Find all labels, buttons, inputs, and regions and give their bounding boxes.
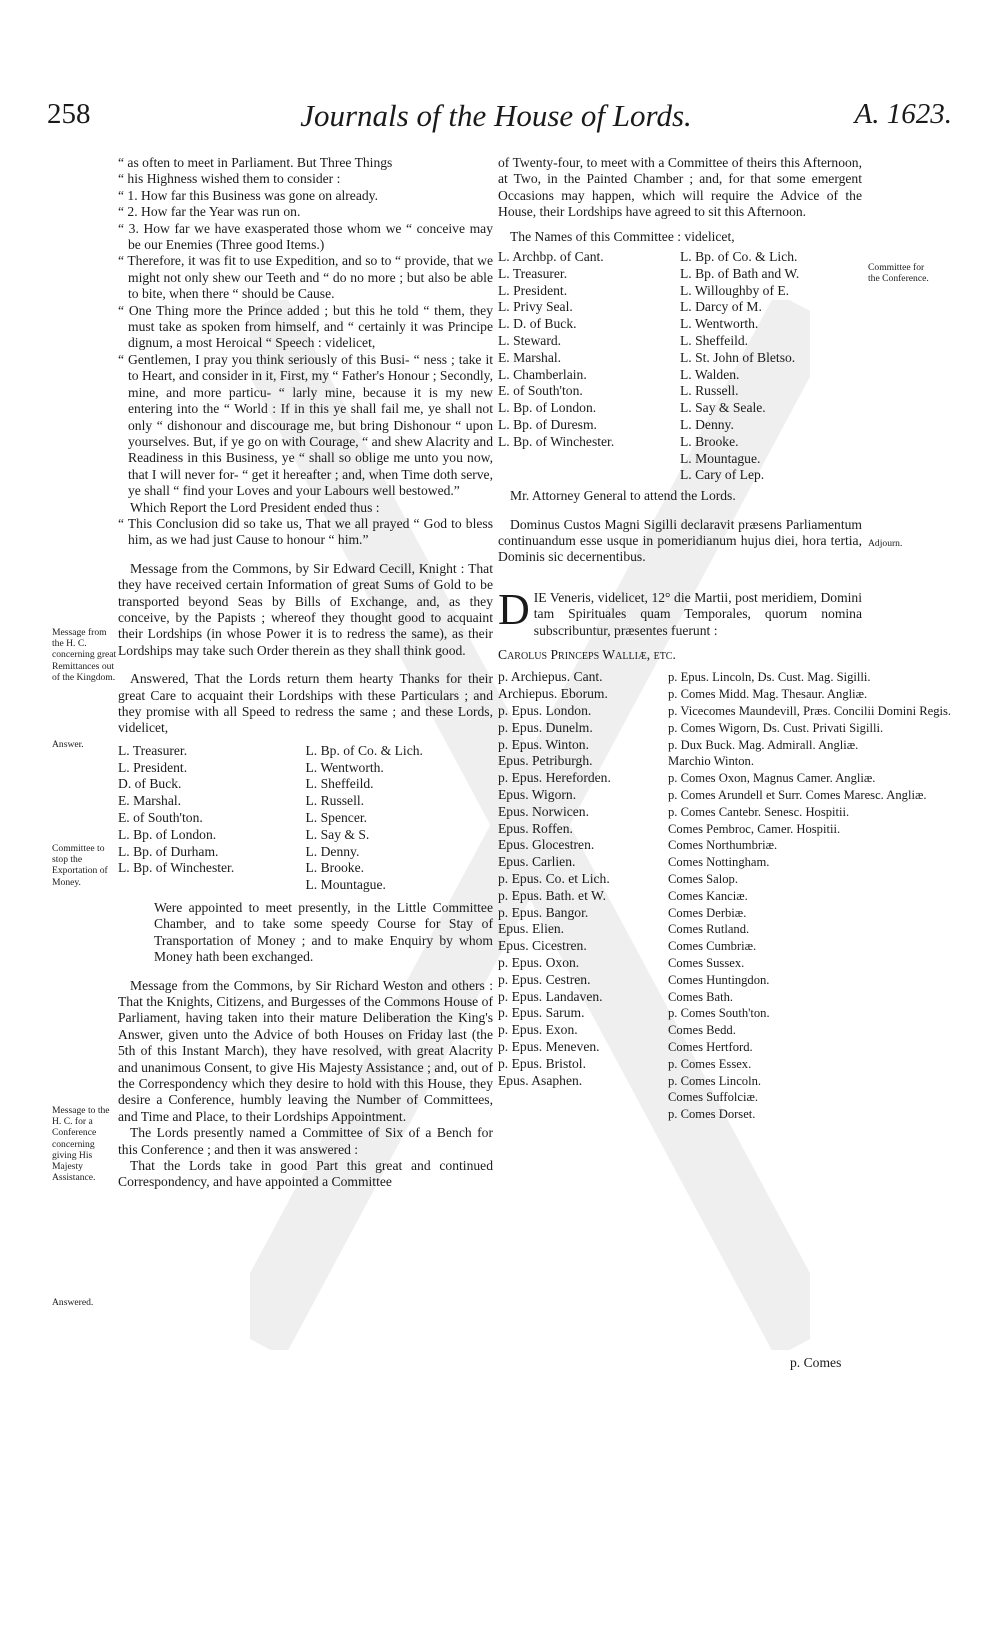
die-paragraph (498, 584, 862, 639)
committee-member: L. Sheffeild. (305, 776, 374, 792)
answered-paragraph-a: The Lords presently named a Committee of Six of a Bench for this Conference ; and then it was answered : (118, 1125, 493, 1157)
committee-member: L. Bp. of Duresm. (498, 417, 597, 432)
attendee: Comes Bath. (668, 989, 734, 1004)
attendee: Comes Huntingdon. (668, 972, 770, 987)
margin-note-adjourn: Adjourn. (868, 538, 903, 549)
attendee: p. Epus. Landaven. (498, 988, 603, 1004)
attendee: p. Epus. Winton. (498, 736, 589, 752)
quote-line: “ One Thing more the Prince added ; but this he told “ them, they must take as spoken from himself, and “ certainly it was Principe dignum, a most Heroical “ Speech : videlicet, (118, 302, 493, 351)
committee-member: L. Say & S. (305, 826, 370, 842)
committee-member: L. President. (498, 282, 568, 298)
committee-member: D. of Buck. (118, 776, 182, 792)
committee-member: L. Bp. of Durham. (118, 843, 219, 859)
attendee: p. Vicecomes Maundevill, Præs. Concilii Domini Regis. (668, 704, 952, 719)
attendee: Epus. Asaphen. (498, 1072, 583, 1088)
committee-member: L. Bp. of Co. & Lich. (680, 249, 798, 265)
message-commons-conference: Message from the Commons, by Sir Richard Weston and others : That the Knights, Citizens, and Burgesses of the Commons House of Parliament, having taken into their mature Deliberation the King's Answer, given unto the Advice of both Houses on Friday last (the 5th of this Instant March), they have resolved, with great Alacrity and unanimous Consent, to give His Majesty Assistance ; and, out of the Correspondency which they desire to hold with this House, they desire a Conference, humbly leaving the Number of Committees, and Time and Place, to their Lordships Appointment. (118, 977, 493, 1124)
committee-member: L. Wentworth. (305, 759, 384, 775)
attendee: p. Epus. Oxon. (498, 954, 580, 970)
die-text: IE Veneris, videlicet, 12° die Martii, post meridiem, Domini tam Spirituales quam Temporales, quorum nomina subscribuntur, præsentes fuerunt : (533, 589, 862, 638)
attendee: p. Comes Lincoln. (668, 1073, 762, 1088)
attendee: Comes Kanciæ. (668, 888, 748, 903)
attendee: p. Comes Oxon, Magnus Camer. Angliæ. (668, 771, 876, 786)
attendee: Epus. Carlien. (498, 854, 576, 870)
attendee: Epus. Roffen. (498, 820, 573, 836)
attendee: p. Comes Dorset. (668, 1107, 756, 1122)
committee-member: L. Treasurer. (118, 742, 188, 758)
attendee: Comes Salop. (668, 872, 738, 886)
committee-member: L. Wentworth. (680, 316, 759, 332)
page-number: 258 (47, 98, 91, 130)
catchword: p. Comes (790, 1355, 842, 1370)
committee-member: L. Cary of Lep. (680, 467, 765, 483)
attendee: p. Comes South'ton. (668, 1006, 770, 1021)
quote-line: “ This Conclusion did so take us, That we all prayed “ God to bless him, as we had just Cause to honour “ him.” (118, 515, 493, 548)
attendee: p. Epus. Hereforden. (498, 770, 611, 786)
attendee: p. Comes Arundell et Surr. Comes Maresc. Angliæ. (668, 788, 927, 803)
committee-money-list (118, 743, 493, 894)
attendee: p. Comes Wigorn, Ds. Cust. Privati Sigilli. (668, 720, 884, 735)
quote-line: “ Therefore, it was fit to use Expedition, and so to “ provide, that we might not only shew our Teeth and “ do no more ; but also be able to bite, when there “ should be Cause. (118, 253, 493, 302)
answer-paragraph: Answered, That the Lords return them hearty Thanks for their great Care to acquaint their Lordships with these Particulars ; and they promise with all Speed to redress the same ; and these Lords, videlicet, (118, 671, 493, 736)
margin-note-committee: Committee to stop the Exportation of Money. (52, 843, 108, 888)
attendee: p. Comes Midd. Mag. Thesaur. Angliæ. (668, 687, 868, 702)
attendee: p. Epus. Bath. et W. (498, 887, 606, 903)
attendee: Comes Rutland. (668, 922, 750, 937)
committee-member: L. D. of Buck. (498, 316, 577, 332)
committee-member: L. President. (118, 759, 188, 775)
committee-member: L. Sheffeild. (680, 333, 749, 349)
attendee: Marchio Winton. (668, 754, 755, 769)
attendee: Comes Northumbriæ. (668, 838, 778, 853)
message-commons-gold: Message from the Commons, by Sir Edward Cecill, Knight : That they have received certain Information of great Sums of Gold to be transported beyond Seas by Bills of Exchange, and, as they conceive, by the Papists ; whereof they thought good to acquaint their Lordships (in whose Power it is to redress the same), as their Lordships may take such Order therein as they shall think good. (118, 560, 493, 658)
committee-member: L. Spencer. (305, 810, 368, 825)
attendee: Comes Derbiæ. (668, 905, 747, 920)
page-header (0, 98, 992, 138)
margin-note-answered: Answered. (52, 1297, 94, 1308)
committee-member: L. Steward. (498, 333, 562, 349)
attendee: Comes Bedd. (668, 1023, 736, 1038)
page-title: Journals of the House of Lords. (300, 98, 692, 133)
committee-member: L. Brooke. (305, 860, 365, 876)
quote-line: Which Report the Lord President ended thus : (130, 499, 380, 515)
committee-conference-list (498, 249, 862, 484)
attendee: Epus. Cicestren. (498, 938, 587, 954)
committee-member: L. Walden. (680, 366, 740, 382)
attendee: p. Epus. Bangor. (498, 904, 589, 920)
committee-member: L. Russell. (680, 383, 739, 399)
quote-line: “ 1. How far this Business was gone on already. (118, 187, 378, 203)
committee-member: L. Bp. of Winchester. (498, 433, 615, 449)
attendance-list (498, 669, 952, 1123)
attendee: Comes Pembroc, Camer. Hospitii. (668, 821, 841, 836)
attendee: p. Epus. Cestren. (498, 971, 591, 987)
committee-member: E. of South'ton. (118, 810, 203, 825)
attendee: Epus. Wigorn. (498, 787, 577, 803)
margin-note-conference: Message to the H. C. for a Conference concerning giving His Majesty Assistance. (52, 1105, 110, 1184)
quote-line: “ as often to meet in Parliament. But Three Things (118, 155, 393, 170)
attendee: p. Archiepus. Cant. (498, 669, 603, 685)
drop-cap: D (498, 584, 530, 634)
margin-note-committee-conference: Committee for the Conference. (868, 262, 929, 285)
committee-member: L. Bp. of London. (118, 826, 217, 842)
committee-member: E. Marshal. (118, 793, 182, 809)
committee-member: E. Marshal. (498, 349, 562, 365)
committee-member: L. Bp. of Co. & Lich. (305, 742, 423, 758)
attendee: Comes Suffolciæ. (668, 1090, 759, 1105)
attendee: p. Epus. Dunelm. (498, 719, 593, 735)
committee-member: L. St. John of Bletso. (680, 349, 796, 365)
continuation-paragraph: of Twenty-four, to meet with a Committee of theirs this Afternoon, at Two, in the Painted Chamber ; and, for that some emergent Occasions may happen, which will require the Advice of the House, their Lordships have agreed to sit this Afternoon. (498, 155, 862, 220)
quote-line: “ 3. How far we have exasperated those whom we “ conceive may be our Enemies (Three good Items.) (118, 220, 493, 253)
committee-member: L. Russell. (305, 793, 365, 809)
attendee: Epus. Glocestren. (498, 837, 595, 853)
committee-member: L. Bp. of Winchester. (118, 860, 235, 876)
quote-line: “ his Highness wished them to consider : (118, 171, 341, 187)
margin-note-answer: Answer. (52, 739, 84, 750)
attendee: Epus. Elien. (498, 921, 565, 937)
committee-member: L. Denny. (680, 417, 734, 432)
committee-member: L. Brooke. (680, 433, 739, 449)
committee-member: E. of South'ton. (498, 383, 583, 399)
attendee: Epus. Petriburgh. (498, 753, 593, 769)
attendee: p. Epus. Exon. (498, 1022, 578, 1038)
committee-member: L. Bp. of London. (498, 400, 597, 416)
attendee: p. Dux Buck. Mag. Admirall. Angliæ. (668, 737, 859, 752)
committee-member: L. Denny. (305, 843, 360, 859)
attendee: p. Epus. London. (498, 703, 592, 719)
names-intro: The Names of this Committee : videlicet, (510, 228, 735, 244)
attendee: p. Epus. Lincoln, Ds. Cust. Mag. Sigilli. (668, 670, 871, 685)
committee-member: L. Privy Seal. (498, 299, 573, 315)
committee-member: L. Archbp. of Cant. (498, 249, 604, 265)
attendee: Comes Sussex. (668, 955, 745, 970)
committee-member: L. Darcy of M. (680, 299, 762, 315)
attendee: p. Comes Cantebr. Senesc. Hospitii. (668, 804, 850, 819)
page-year: A. 1623. (854, 98, 952, 130)
committee-member: L. Chamberlain. (498, 366, 587, 382)
appointed-paragraph: Were appointed to meet presently, in the Little Committee Chamber, and to take some speedy Course for Stay of Transportation of Money ; and to make Enquiry by whom Money hath been exchanged. (154, 899, 493, 965)
attendee: Archiepus. Eborum. (498, 686, 608, 702)
attendee: Comes Hertford. (668, 1039, 753, 1054)
committee-member: L. Treasurer. (498, 265, 568, 281)
answered-paragraph-b: That the Lords take in good Part this great and continued Correspondency, and have appointed a Committee (118, 1158, 493, 1190)
committee-member: L. Mountague. (680, 450, 761, 466)
left-column (118, 155, 493, 1191)
carolus-line: Carolus Princeps Walliæ, etc. (498, 647, 676, 663)
attendee: Comes Cumbriæ. (668, 939, 757, 954)
quote-line: “ 2. How far the Year was run on. (118, 204, 301, 220)
margin-note-message: Message from the H. C. concerning great Remittances out of the Kingdom. (52, 627, 117, 683)
adjourn-paragraph: Dominus Custos Magni Sigilli declaravit præsens Parliamentum continuandum esse usque in pomeridianum hujus diei, hora tertia, Dominis sic decernentibus. (498, 516, 862, 565)
attendee: p. Epus. Sarum. (498, 1005, 585, 1021)
attendee: Epus. Norwicen. (498, 803, 589, 819)
attorney-line: Mr. Attorney General to attend the Lords. (510, 488, 736, 504)
attendee: p. Epus. Bristol. (498, 1055, 586, 1071)
attendee: p. Epus. Meneven. (498, 1038, 600, 1054)
attendee: p. Epus. Co. et Lich. (498, 871, 610, 886)
committee-member: L. Say & Seale. (680, 400, 766, 416)
attendee: p. Comes Essex. (668, 1056, 752, 1071)
committee-member: L. Mountague. (305, 877, 386, 893)
committee-member: L. Bp. of Bath and W. (680, 265, 800, 281)
quote-line: “ Gentlemen, I pray you think seriously of this Busi- “ ness ; take it to Heart, and consider in it, First, my “ Father's Honour ; Secondly, mine, and more particu- “ larly mine, because it is my new entering into the “ World : If in this ye shall fail me, ye shall not only “ dishonour and discourage me, but bring Dishonour “ upon yourselves. But, if ye go on with Courage, “ and shew Alacrity and Readiness in this Business, ye “ shall so oblige me unto you now, that I will never for- “ get it hereafter ; and, when Time doth serve, ye shall “ find your Loves and your Labours well bestowed.” (118, 351, 493, 499)
attendee: Comes Nottingham. (668, 855, 770, 870)
committee-member: L. Willoughby of E. (680, 282, 790, 298)
